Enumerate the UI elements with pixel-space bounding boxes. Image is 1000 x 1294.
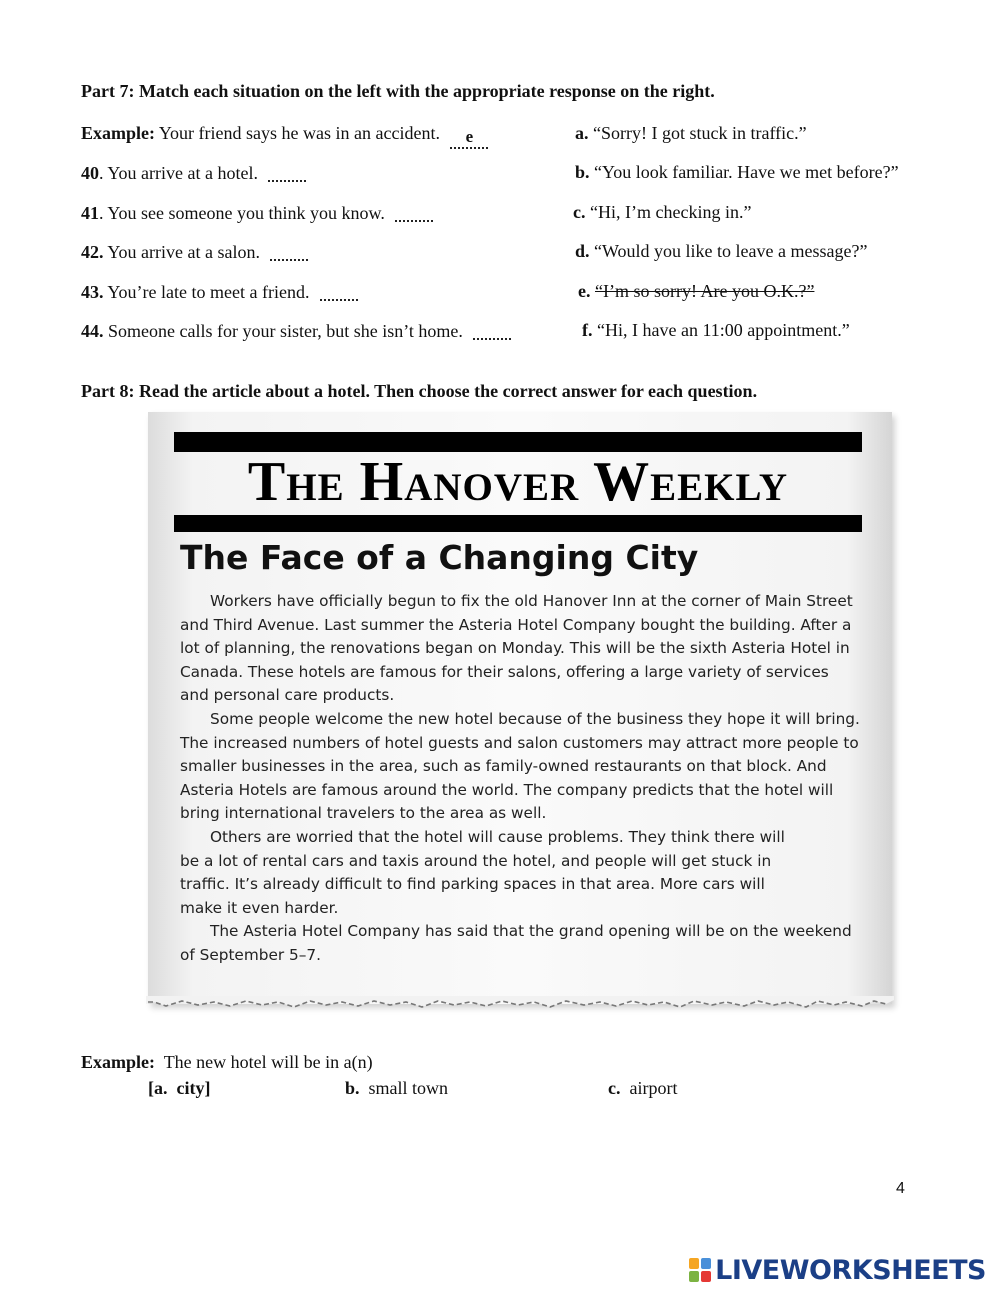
response-letter: c. <box>573 202 586 222</box>
item-text: You arrive at a hotel. <box>107 163 258 183</box>
item-text: You arrive at a salon. <box>107 242 260 262</box>
logo-text: LIVEWORKSHEETS <box>715 1254 986 1286</box>
answer-blank-44[interactable] <box>473 320 511 340</box>
article-paragraph: Others are worried that the hotel will cause problems. They think there will be a lot of rental cars and taxis around the hotel, and people will get stuck in traffic. It’s already difficult to find parking spaces in that area. More cars will make it even harder. <box>180 827 785 917</box>
item-41 <box>81 202 433 224</box>
response-letter: e. <box>578 281 591 301</box>
example-label: Example: <box>81 123 155 143</box>
part8-example <box>81 1052 373 1073</box>
liveworksheets-logo-icon <box>689 1258 711 1282</box>
response-f <box>582 320 850 341</box>
liveworksheets-logo[interactable] <box>689 1256 986 1284</box>
option-text: airport <box>629 1078 678 1098</box>
option-text: city] <box>176 1078 211 1098</box>
article-paragraph: Workers have officially begun to fix the old Hanover Inn at the corner of Main Street and Third Avenue. Last summer the Asteria Hotel Company bought the building. After a lot of planning, the renovations began on Monday. This will be the sixth Asteria Hotel in Canada. These hotels are famous for their salons, offering a large variety of services and personal care products. <box>180 592 853 705</box>
article-title: The Face of a Changing City <box>180 538 699 577</box>
answer-blank-43[interactable] <box>320 281 358 301</box>
item-separator: . <box>99 203 104 223</box>
response-text: “Hi, I’m checking in.” <box>590 202 752 222</box>
answer-blank-40[interactable] <box>268 162 306 182</box>
item-text: Someone calls for your sister, but she isn’t home. <box>108 321 463 341</box>
option-a[interactable] <box>148 1078 210 1099</box>
response-text-used: “I’m so sorry! Are you O.K.?” <box>595 281 815 301</box>
newspaper-name: The Hanover Weekly <box>247 451 789 513</box>
torn-edge <box>146 990 894 1014</box>
response-text: “You look familiar. Have we met before?” <box>594 162 899 182</box>
article-paragraph: Some people welcome the new hotel because of the business they hope it will bring. The increased numbers of hotel guests and salon customers may attract more people to smaller businesses in the area, such as family-owned restaurants on that block. And Asteria Hotels are famous around the world. The company predicts that the hotel will bring international travelers to the area as well. <box>180 709 860 823</box>
response-text: “Sorry! I got stuck in traffic.” <box>593 123 807 143</box>
response-letter: f. <box>582 320 593 340</box>
option-c[interactable] <box>608 1078 677 1099</box>
example-answer-blank: e <box>450 129 488 149</box>
item-number: 43. <box>81 282 104 302</box>
part7-heading: Part 7: Match each situation on the left with the appropriate response on the right. <box>81 81 715 101</box>
option-letter: [a. <box>148 1078 168 1098</box>
item-number: 41 <box>81 203 99 223</box>
response-text: “Hi, I have an 11:00 appointment.” <box>597 320 850 340</box>
item-number: 44. <box>81 321 104 341</box>
option-text: small town <box>368 1078 449 1098</box>
item-separator: . <box>99 163 104 183</box>
response-letter: b. <box>575 162 590 182</box>
response-letter: a. <box>575 123 589 143</box>
item-44 <box>81 320 511 342</box>
item-number: 42. <box>81 242 104 262</box>
part8-heading: Part 8: Read the article about a hotel. Then choose the correct answer for each question. <box>81 381 758 401</box>
response-text: “Would you like to leave a message?” <box>594 241 868 261</box>
masthead-bottom-bar <box>174 515 862 532</box>
answer-blank-41[interactable] <box>395 202 433 222</box>
article-body <box>180 590 860 968</box>
item-text: You see someone you think you know. <box>107 203 385 223</box>
response-d <box>575 241 867 262</box>
example-item <box>81 123 488 149</box>
response-letter: d. <box>575 241 590 261</box>
item-40 <box>81 162 306 184</box>
answer-blank-42[interactable] <box>270 241 308 261</box>
item-42 <box>81 241 308 263</box>
item-text: You’re late to meet a friend. <box>107 282 310 302</box>
response-e <box>578 281 814 302</box>
item-43 <box>81 281 358 303</box>
example-question: The new hotel will be in a(n) <box>163 1052 373 1072</box>
option-b[interactable] <box>345 1078 448 1099</box>
option-letter: c. <box>608 1078 621 1098</box>
article-paragraph: The Asteria Hotel Company has said that the grand opening will be on the weekend of September 5–7. <box>180 922 852 964</box>
response-b <box>575 162 899 183</box>
response-c <box>573 202 751 223</box>
item-number: 40 <box>81 163 99 183</box>
example-text: Your friend says he was in an accident. <box>158 123 440 143</box>
response-a <box>575 123 807 144</box>
option-letter: b. <box>345 1078 360 1098</box>
example-label: Example: <box>81 1052 155 1072</box>
page-number: 4 <box>896 1180 905 1197</box>
